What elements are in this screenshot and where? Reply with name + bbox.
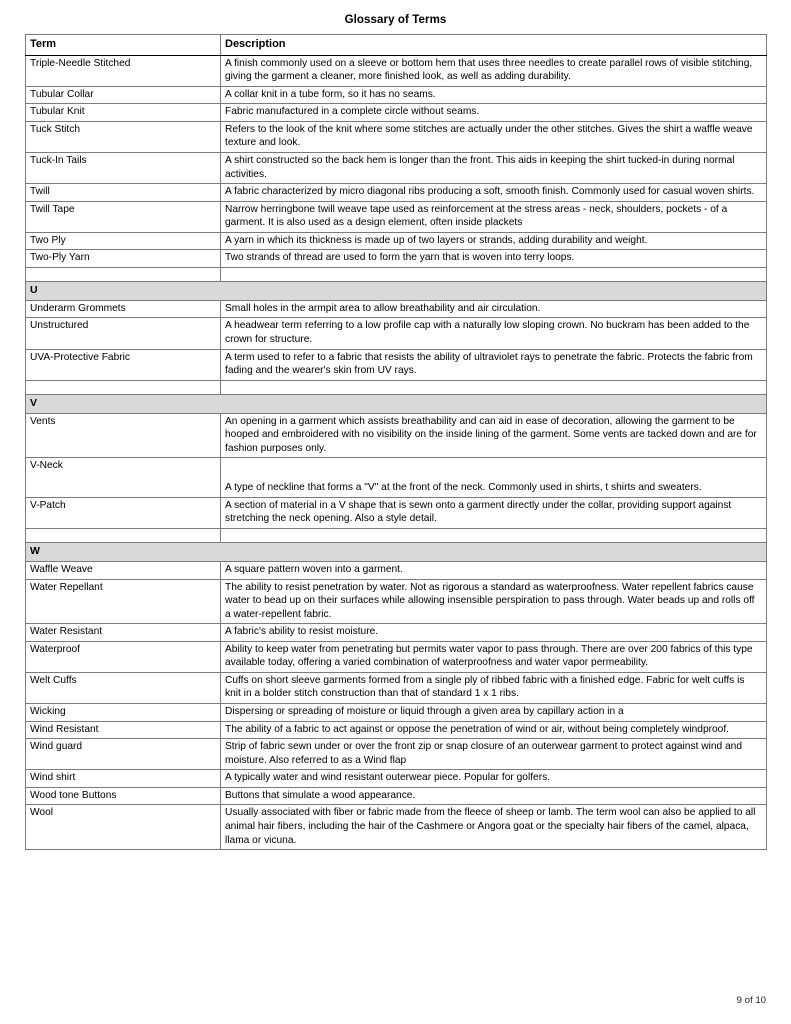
spacer-cell-term bbox=[26, 267, 221, 281]
table-row bbox=[26, 561, 767, 579]
glossary-description: Cuffs on short sleeve garments formed from a single ply of ribbed fabric with a finished edge. Fabric for welt cuffs is knit in a bolder stitch construction than that of standard 1 x 1 ribs. bbox=[221, 672, 767, 703]
glossary-description: A yarn in which its thickness is made up of two layers or strands, adding durability and weight. bbox=[221, 232, 767, 250]
glossary-description: Small holes in the armpit area to allow breathability and air circulation. bbox=[221, 300, 767, 318]
table-row bbox=[26, 201, 767, 232]
glossary-term: UVA-Protective Fabric bbox=[26, 349, 221, 380]
letter-section-label: U bbox=[26, 281, 767, 300]
table-row bbox=[26, 250, 767, 268]
spacer-cell-description bbox=[221, 267, 767, 281]
table-row bbox=[26, 86, 767, 104]
glossary-term: Underarm Grommets bbox=[26, 300, 221, 318]
glossary-term: Two-Ply Yarn bbox=[26, 250, 221, 268]
spacer-cell-term bbox=[26, 529, 221, 543]
table-row bbox=[26, 318, 767, 349]
glossary-description: A section of material in a V shape that is sewn onto a garment directly under the collar, providing support against stretching the neck opening. Also a style detail. bbox=[221, 497, 767, 528]
table-header-row bbox=[26, 35, 767, 56]
table-row bbox=[26, 579, 767, 624]
spacer-row bbox=[26, 267, 767, 281]
glossary-term: Twill bbox=[26, 184, 221, 202]
glossary-description: A fabric's ability to resist moisture. bbox=[221, 624, 767, 642]
letter-section-label: V bbox=[26, 394, 767, 413]
glossary-term: V-Patch bbox=[26, 497, 221, 528]
page-number-footer: 9 of 10 bbox=[736, 995, 766, 1006]
glossary-term: Wind guard bbox=[26, 739, 221, 770]
table-row bbox=[26, 721, 767, 739]
spacer-cell-term bbox=[26, 380, 221, 394]
glossary-table bbox=[25, 34, 767, 850]
page-title: Glossary of Terms bbox=[344, 14, 447, 26]
glossary-description: A shirt constructed so the back hem is longer than the front. This aids in keeping the shirt tucked-in during normal activities. bbox=[221, 153, 767, 184]
glossary-description: A finish commonly used on a sleeve or bottom hem that uses three needles to create parallel rows of visible stitching, giving the garment a cleaner, more finished look, as well as adding durability. bbox=[221, 55, 767, 86]
glossary-description: Fabric manufactured in a complete circle without seams. bbox=[221, 104, 767, 122]
glossary-term: Wind shirt bbox=[26, 770, 221, 788]
table-row bbox=[26, 184, 767, 202]
glossary-term: Water Resistant bbox=[26, 624, 221, 642]
letter-section-row bbox=[26, 543, 767, 562]
glossary-term: Wool bbox=[26, 805, 221, 850]
glossary-description-text: A type of neckline that forms a "V" at the front of the neck. Commonly used in shirts, t shirts and sweaters. bbox=[225, 482, 702, 494]
table-row bbox=[26, 787, 767, 805]
glossary-description: Refers to the look of the knit where some stitches are actually under the other stitches. Gives the shirt a waffle weave texture and look. bbox=[221, 121, 767, 152]
glossary-term: Tuck Stitch bbox=[26, 121, 221, 152]
table-row bbox=[26, 458, 767, 498]
glossary-description: Usually associated with fiber or fabric made from the fleece of sheep or lamb. The term wool can also be applied to all animal hair fibers, including the hair of the Cashmere or Angora goat or the specialty hair fibers of the camel, alpaca, llama or vicuna. bbox=[221, 805, 767, 850]
glossary-description: A headwear term referring to a low profile cap with a naturally low sloping crown. No buckram has been added to the crown for structure. bbox=[221, 318, 767, 349]
table-row bbox=[26, 153, 767, 184]
table-row bbox=[26, 232, 767, 250]
table-row bbox=[26, 104, 767, 122]
letter-section-row bbox=[26, 281, 767, 300]
glossary-term: Tubular Knit bbox=[26, 104, 221, 122]
glossary-description: The ability to resist penetration by water. Not as rigorous a standard as waterproofness. Water repellent fabrics cause water to bead up on their surfaces while allowing insensible perspiration to pass through. Water beads up and rolls off a water-repellent fabric. bbox=[221, 579, 767, 624]
column-header-description: Description bbox=[221, 35, 767, 56]
glossary-description: A typically water and wind resistant outerwear piece. Popular for golfers. bbox=[221, 770, 767, 788]
glossary-term: Two Ply bbox=[26, 232, 221, 250]
table-row bbox=[26, 349, 767, 380]
glossary-description: Buttons that simulate a wood appearance. bbox=[221, 787, 767, 805]
table-row bbox=[26, 641, 767, 672]
table-row bbox=[26, 704, 767, 722]
glossary-description: Narrow herringbone twill weave tape used as reinforcement at the stress areas - neck, shoulders, pockets - of a garment. It is also used as a design element, often inside plackets bbox=[221, 201, 767, 232]
spacer-cell-description bbox=[221, 380, 767, 394]
spacer-cell-description bbox=[221, 529, 767, 543]
table-row bbox=[26, 121, 767, 152]
table-header bbox=[26, 35, 767, 56]
glossary-term: Waterproof bbox=[26, 641, 221, 672]
glossary-description: Strip of fabric sewn under or over the front zip or snap closure of an outerwear garment to protect against wind and moisture. Also referred to as a Wind flap bbox=[221, 739, 767, 770]
glossary-term: Tubular Collar bbox=[26, 86, 221, 104]
glossary-description: An opening in a garment which assists breathability and can aid in ease of decoration, allowing the garment to be hooped and embroidered with no visibility on the inside lining of the garment. Some vents are tacked down and are for fashion purposes only. bbox=[221, 413, 767, 458]
table-body bbox=[26, 55, 767, 849]
table-row bbox=[26, 413, 767, 458]
glossary-description: A collar knit in a tube form, so it has no seams. bbox=[221, 86, 767, 104]
glossary-description bbox=[221, 458, 767, 498]
glossary-description: Ability to keep water from penetrating but permits water vapor to pass through. There are over 200 fabrics of this type available today, offering a varied combination of waterproofness and water vapor permeability. bbox=[221, 641, 767, 672]
glossary-description: A square pattern woven into a garment. bbox=[221, 561, 767, 579]
table-row bbox=[26, 497, 767, 528]
glossary-term: Wicking bbox=[26, 704, 221, 722]
glossary-description: A fabric characterized by micro diagonal ribs producing a soft, smooth finish. Commonly used for casual woven shirts. bbox=[221, 184, 767, 202]
glossary-term: V-Neck bbox=[26, 458, 221, 498]
table-row bbox=[26, 55, 767, 86]
glossary-description: The ability of a fabric to act against or oppose the penetration of wind or air, without being completely windproof. bbox=[221, 721, 767, 739]
glossary-term: Triple-Needle Stitched bbox=[26, 55, 221, 86]
glossary-term: Vents bbox=[26, 413, 221, 458]
table-row bbox=[26, 739, 767, 770]
glossary-description: Dispersing or spreading of moisture or liquid through a given area by capillary action in a bbox=[221, 704, 767, 722]
table-row bbox=[26, 770, 767, 788]
glossary-table-wrapper bbox=[25, 34, 766, 850]
glossary-term: Wood tone Buttons bbox=[26, 787, 221, 805]
table-row bbox=[26, 805, 767, 850]
glossary-term: Waffle Weave bbox=[26, 561, 221, 579]
glossary-term: Unstructured bbox=[26, 318, 221, 349]
glossary-description: Two strands of thread are used to form the yarn that is woven into terry loops. bbox=[221, 250, 767, 268]
glossary-term: Tuck-In Tails bbox=[26, 153, 221, 184]
table-row bbox=[26, 300, 767, 318]
spacer-row bbox=[26, 529, 767, 543]
glossary-term: Welt Cuffs bbox=[26, 672, 221, 703]
letter-section-row bbox=[26, 394, 767, 413]
spacer-row bbox=[26, 380, 767, 394]
table-row bbox=[26, 624, 767, 642]
glossary-term: Twill Tape bbox=[26, 201, 221, 232]
column-header-term: Term bbox=[26, 35, 221, 56]
glossary-term: Water Repellant bbox=[26, 579, 221, 624]
letter-section-label: W bbox=[26, 543, 767, 562]
table-row bbox=[26, 672, 767, 703]
glossary-description: A term used to refer to a fabric that resists the ability of ultraviolet rays to penetrate the fabric. Protects the fabric from fading and the wearer's skin from UV rays. bbox=[221, 349, 767, 380]
glossary-term: Wind Resistant bbox=[26, 721, 221, 739]
